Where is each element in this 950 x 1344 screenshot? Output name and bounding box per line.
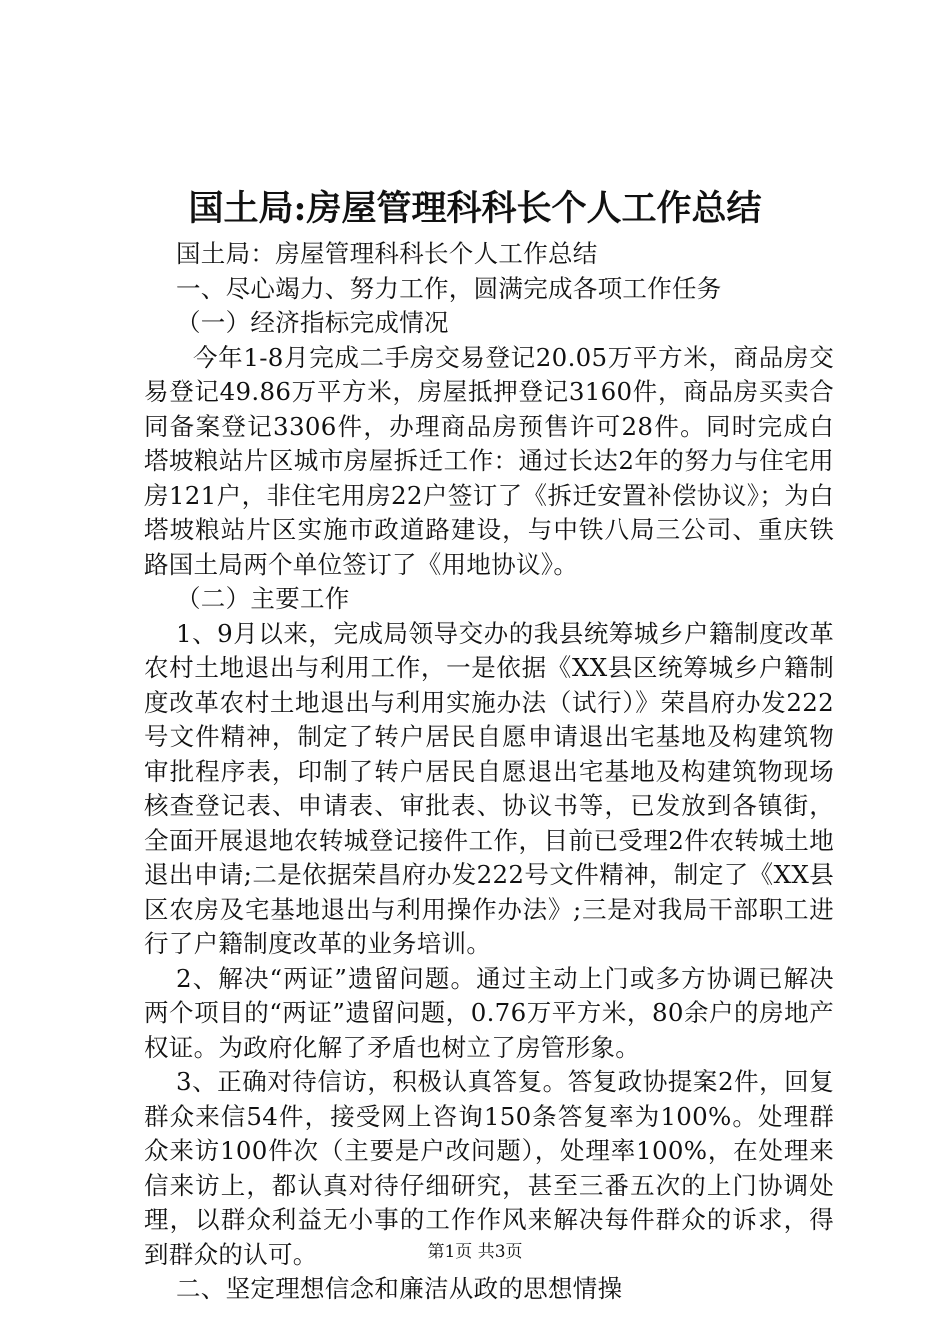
paragraph-heading-2: 二、坚定理想信念和廉洁从政的思想情操 bbox=[176, 1274, 623, 1303]
paragraph-subtitle: 国土局：房屋管理科科长个人工作总结 bbox=[176, 239, 598, 268]
paragraph-economic-indicators: 今年1-8月完成二手房交易登记20.05万平方米，商品房交易登记49.86万平方米，房屋抵押登记3160件，商品房买卖合同备案登记3306件，办理商品房预售许可28件。同时完成白塔坡粮站片区城市房屋拆迁工作：通过长达2年的努力与住宅用房121户，非住宅用房22户签订了《拆迁安置补偿协议》；为白塔坡粮站片区实施市政道路建设，与中铁八局三公司、重庆铁路国土局两个单位签订了《用地协议》。 bbox=[144, 342, 834, 579]
paragraph-heading-1: 一、尽心竭力、努力工作，圆满完成各项工作任务 bbox=[176, 273, 722, 303]
paragraph-item-1: 1、9月以来，完成局领导交办的我县统筹城乡户籍制度改革农村土地退出与利用工作，一是依据《XX县区统筹城乡户籍制度改革农村土地退出与利用实施办法（试行）》荣昌府办发222号文件精神，制定了转户居民自愿申请退出宅基地及构建筑物审批程序表，印制了转户居民自愿退出宅基地及构建筑物现场核查登记表、申请表、审批表、协议书等，已发放到各镇街，全面开展退地农转城登记接件工作，目前已受理2件农转城土地退出申请;二是依据荣昌府办发222号文件精神，制定了《XX县区农房及宅基地退出与利用操作办法》;三是对我局干部职工进行了户籍制度改革的业务培训。 bbox=[144, 618, 834, 958]
paragraph-item-3: 3、正确对待信访，积极认真答复。答复政协提案2件，回复群众来信54件，接受网上咨询150条答复率为100%。处理群众来访100件次（主要是户改问题），处理率100%，在处理来信来访上，都认真对待仔细研究，甚至三番五次的上门协调处理，以群众利益无小事的工作作风来解决每件群众的诉求，得到群众的认可。 bbox=[144, 1067, 834, 1269]
paragraph-item-2: 2、解决“两证”遗留问题。通过主动上门或多方协调已解决两个项目的“两证”遗留问题，0.76万平方米，80余户的房地产权证。为政府化解了矛盾也树立了房管形象。 bbox=[144, 963, 834, 1062]
paragraph-subheading-2: （二）主要工作 bbox=[176, 584, 350, 613]
page-number-footer: 第1页 共3页 bbox=[427, 1242, 523, 1262]
document-body bbox=[144, 237, 834, 1307]
paragraph-subheading-1: （一）经济指标完成情况 bbox=[176, 308, 449, 337]
document-title: 国土局:房屋管理科科长个人工作总结 bbox=[188, 188, 762, 229]
